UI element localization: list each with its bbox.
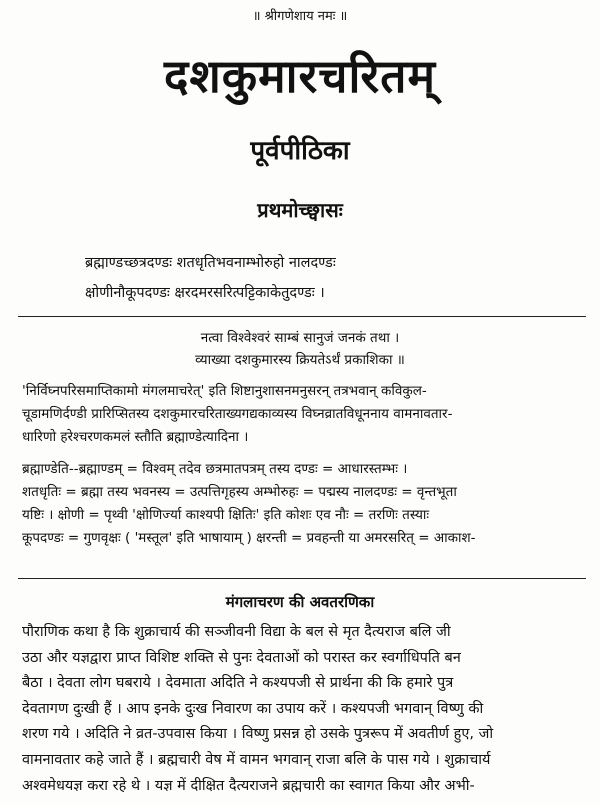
hindi-paragraph [22, 620, 588, 799]
mangala-verse-line-1: नत्वा विश्वेश्वरं साम्बं सानुजं जनकं तथा । [200, 330, 400, 346]
divider-rule [18, 578, 586, 579]
hindi-paragraph-line: वामनावतार कहे जाते हैं । ब्रह्मचारी वेष में वामन भगवान् राजा बलि के पास गये । शुक्राचार्य [22, 751, 491, 768]
hindi-paragraph-line: देवतागण दुःखी हैं । आप इनके दुःख निवारण का उपाय करें । कश्यपजी भगवान् विष्णु की [22, 700, 484, 717]
commentary-gloss-line: कूपदण्डः = गुणवृक्षः ( 'मस्तूल' इति भाषायाम् ) क्षरन्ती = प्रवहन्ती या अमरसरित् = आकाश- [22, 530, 476, 546]
section-subtitle: पूर्वपीठिका [250, 136, 350, 166]
commentary-gloss-line: ब्रह्माण्डेति--ब्रह्माण्डम् = विश्वम् तदेव छत्रमातपत्रम् तस्य दण्डः = आधारस्तम्भः । [22, 461, 408, 477]
section-heading: मंगलाचरण की अवतरणिका [225, 593, 375, 611]
verse-line-2: क्षोणीनौकूपदण्डः क्षरदमरसरित्पट्टिकाकेतुदण्डः । [85, 285, 325, 301]
hindi-paragraph-line: पौराणिक कथा है कि शुक्राचार्य की सञ्जीवनी विद्या के बल से मृत दैत्यराज बलि जी [22, 624, 451, 640]
commentary-intro-line: धारिणो हरेश्चरणकमलं स्तौति ब्रह्माण्डेत्यादिना । [22, 429, 249, 445]
hindi-paragraph-line: अश्वमेधयज्ञ करा रहे थे । यज्ञ में दीक्षित दैत्यराजने ब्रह्मचारी का स्वागत किया और अभी- [22, 777, 475, 794]
commentary-intro-line: 'निर्विघ्नपरिसमाप्तिकामो मंगलमाचरेत्' इति शिष्टानुशासनमनुसरन् तत्रभवान् कविकुल- [22, 383, 427, 399]
hindi-paragraph-line: बैठा । देवता लोग घबराये । देवमाता अदिति ने कश्यपजी से प्रार्थना की कि हमारे पुत्र [22, 675, 454, 692]
mangala-verse-line-2: व्याख्या दशकुमारस्य क्रियतेऽर्थं प्रकाशिका ॥ [195, 352, 405, 368]
hindi-paragraph-line: उठा और यज्ञद्वारा प्राप्त विशिष्ट शक्ति से पुनः देवताओं को परास्त कर स्वर्गाधिपति बन [22, 649, 461, 666]
commentary-intro [22, 380, 588, 449]
commentary-gloss-line: शतधृतिः = ब्रह्मा तस्य भवनस्य = उत्पत्तिगृहस्य अम्भोरुहः = पद्मस्य नालदण्डः = वृन्तभूता [22, 484, 457, 500]
verse-line-1: ब्रह्माण्डच्छत्रदण्डः शतधृतिभवनाम्भोरुहो नालदण्डः [85, 255, 336, 271]
hindi-paragraph-line: शरण गये । अदिति ने व्रत-उपवास किया । विष्णु प्रसन्न हो उसके पुत्ररूप में अवतीर्ण हुए, जो [22, 726, 494, 743]
commentary-gloss-line: यष्टिः । क्षोणी = पृथ्वी 'क्षोणिर्ज्या काश्यपी क्षितिः' इति कोशः एव नौः = तरणिः तस्याः [22, 507, 430, 523]
commentary-intro-line: चूडामणिर्दण्डी प्रारिप्सितस्य दशकुमारचरिताख्यगद्यकाव्यस्य विघ्नव्रातविधूननाय वामनावतार- [22, 406, 453, 422]
divider-rule [18, 316, 586, 317]
commentary-gloss [22, 458, 588, 550]
invocation-line: ॥ श्रीगणेशाय नमः ॥ [252, 9, 348, 24]
chapter-heading: प्रथमोच्छ्वासः [257, 198, 343, 222]
book-title: दशकुमारचरितम् [164, 49, 436, 103]
